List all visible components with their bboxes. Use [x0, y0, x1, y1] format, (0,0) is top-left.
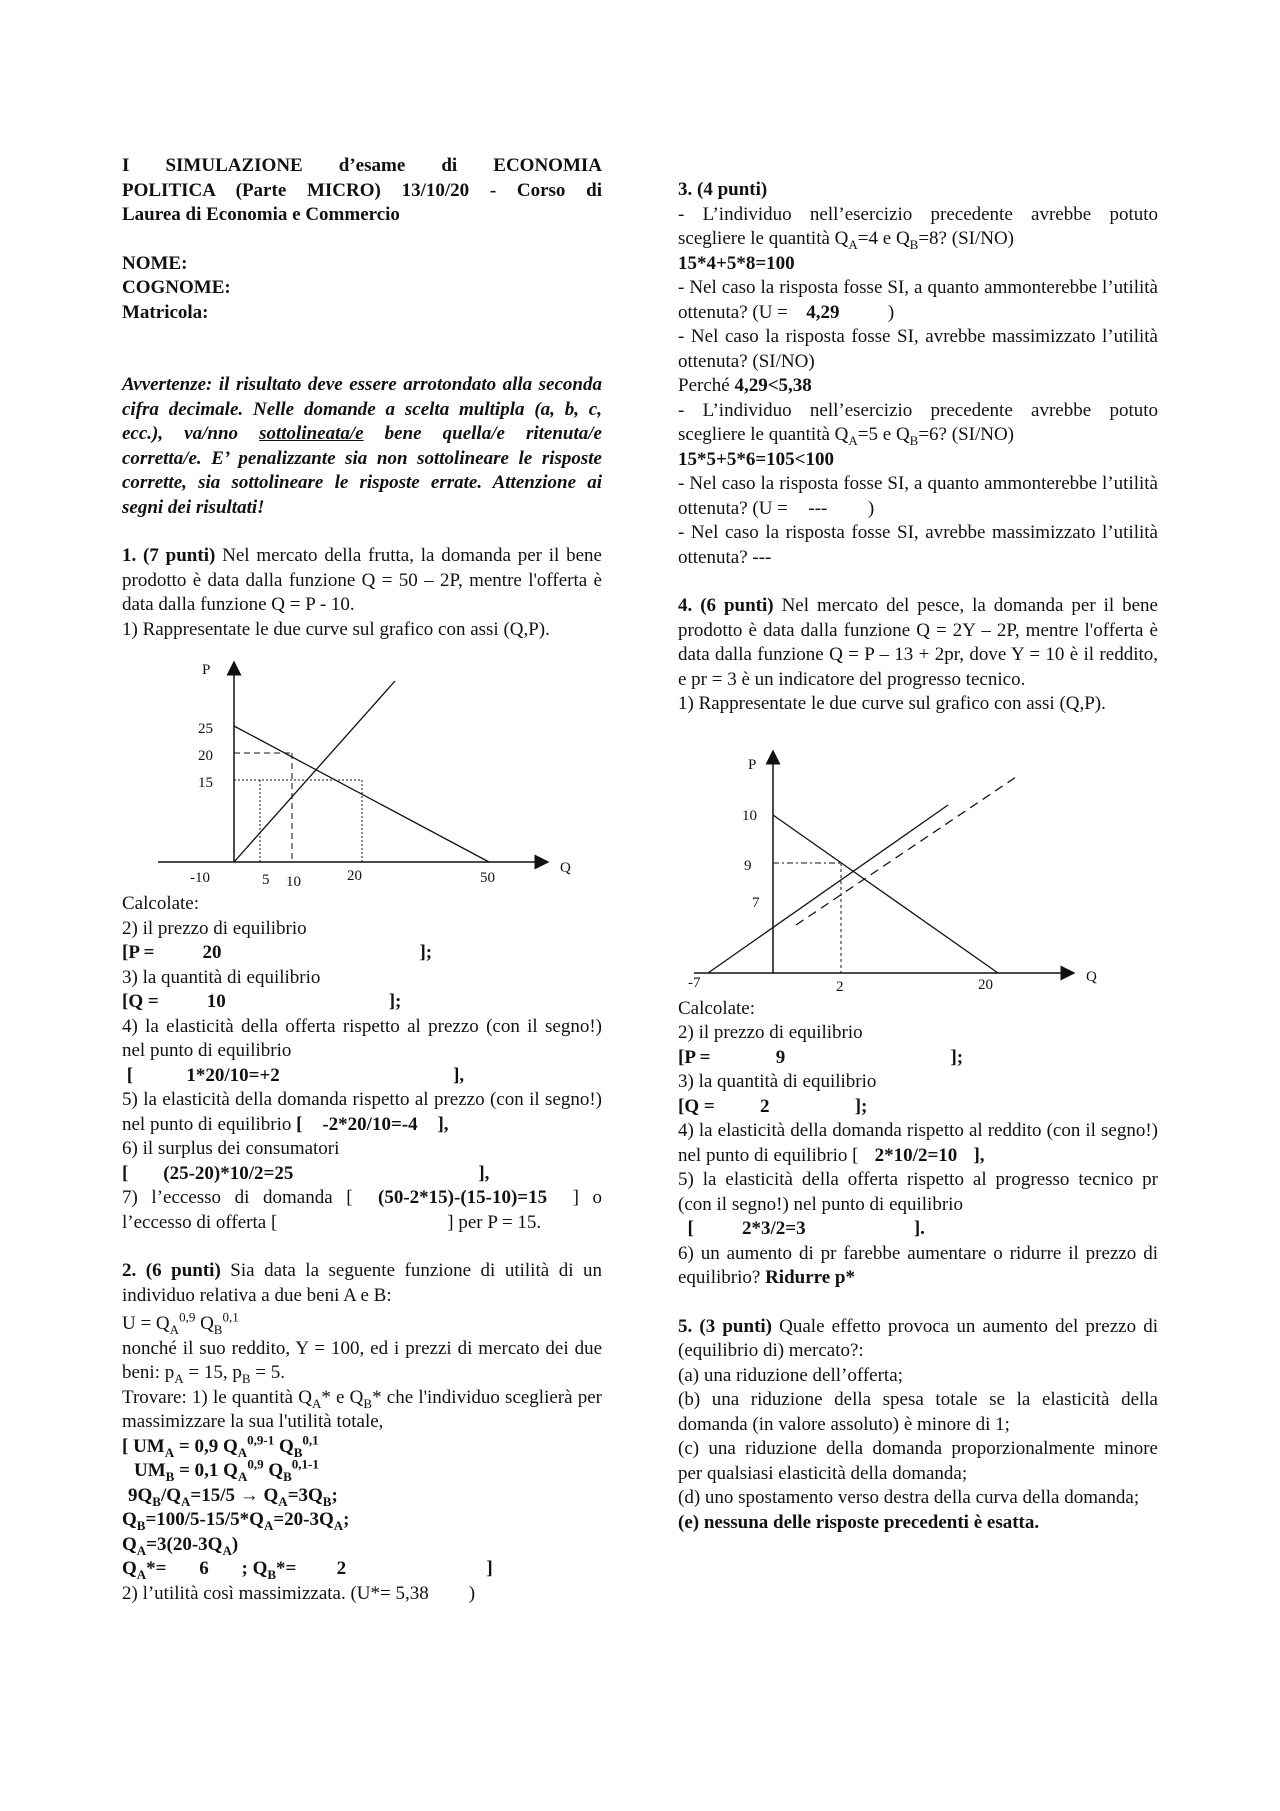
- q4-head: 4. (6 punti): [678, 595, 774, 616]
- warning-underlined: sottolineata/e: [259, 423, 364, 444]
- chart1-y-label: P: [202, 662, 211, 678]
- q2-line2: $UM_B = 0,1$ $Q_A^{0,9}$ $Q_B^{0,1-1}$: [134, 1456, 319, 1484]
- q3-b2-text: - Nel caso la risposta fosse SI, a quanto ammonterebbe l’utilità ottenuta? (U =: [678, 473, 1158, 519]
- q1-item1: 1) Rappresentate le due curve sul grafico con assi (Q,P).: [122, 618, 550, 640]
- q1-calc: Calcolate:: [122, 893, 200, 914]
- q2-line4: $Q_B=100/5-15/5*Q_A=20-3Q_A$;: [122, 1509, 350, 1533]
- q1-ans6-open: [: [122, 1162, 129, 1184]
- q1-answer6: [122, 1162, 602, 1187]
- q1-item5-text: 5) la elasticità della domanda rispetto al prezzo (con il segno!) nel punto di equilibrio: [122, 1089, 602, 1135]
- chart2-ytick-9: 9: [744, 857, 752, 874]
- q3-b3: - Nel caso la risposta fosse SI, avrebbe massimizzato l’utilità ottenuta? ---: [678, 522, 1158, 568]
- q1-body: Nel mercato della frutta, la domanda per il bene prodotto è data dalla funzione Q = 50 – 2P, mentre l'offerta è data dalla funzione Q = P - 10.: [122, 545, 602, 615]
- q3-b2-value: ---: [808, 497, 828, 519]
- q4-answer2: [678, 1046, 1158, 1071]
- q3-a2-value: 4,29: [806, 301, 840, 323]
- q1-ans4-close: ],: [453, 1064, 465, 1086]
- warning-part2: bene quella/e ritenuta/e corretta/e. E’ penalizzante sia non sottolineare le risposte corrette, sia sottolineare le risposte errate. Attenzione ai segni dei risultati!: [122, 423, 602, 518]
- q1-ans6-value: (25-20)*10/2=25: [163, 1162, 294, 1184]
- q2-income-text: nonché il suo reddito, Y = 100, ed i prezzi di mercato dei due beni: $p_A = 15$, $p_B = 5$.: [122, 1337, 602, 1386]
- title-line-1: I SIMULAZIONE d’esame di ECONOMIA: [122, 155, 602, 176]
- chart2-svg: [678, 717, 1158, 997]
- q4-answer3: [678, 1095, 1158, 1120]
- q5-option-a: (a) una riduzione dell’offerta;: [678, 1364, 903, 1386]
- q1-head: 1. (7 punti): [122, 545, 216, 566]
- chart2-supply-shifted: [796, 777, 1016, 925]
- q1-ans2-value: 20: [202, 942, 222, 963]
- q3-b2: [678, 472, 1158, 521]
- q1-ans4-open: [: [126, 1064, 134, 1086]
- q4-ans5-open: [: [687, 1218, 694, 1239]
- q1-item7: [122, 1186, 602, 1235]
- chart1: [122, 642, 602, 892]
- chart1-x-label: Q: [560, 860, 571, 876]
- q1-text: [122, 544, 602, 618]
- q2-income: [122, 1337, 602, 1386]
- q5-option-d: (d) uno spostamento verso destra della curva della domanda;: [678, 1487, 1140, 1508]
- q4-ans3-open: [Q =: [678, 1095, 715, 1117]
- q2-text: [122, 1259, 602, 1308]
- q1-ans3-open: [Q =: [122, 991, 159, 1012]
- chart1-xtick-10: 10: [286, 874, 301, 890]
- q2-item2: [122, 1582, 602, 1607]
- q4-item2: 2) il prezzo di equilibrio: [678, 1022, 863, 1043]
- q5-head: 5. (3 punti): [678, 1315, 772, 1337]
- right-column: [678, 178, 1158, 1535]
- q3-b2-close: ): [867, 497, 875, 519]
- q4-calc: Calcolate:: [678, 997, 756, 1019]
- q3-head: 3. (4 punti): [678, 179, 768, 200]
- q2-line1: [ $UM_A = 0,9$ $Q_A^{0,9-1}$ $Q_B^{0,1}$: [122, 1432, 319, 1460]
- q5-option-b: (b) una riduzione della spesa totale se la elasticità della domanda (in valore assoluto) è minore di 1;: [678, 1389, 1158, 1435]
- q4-ans4-value: 2*10/2=10: [874, 1144, 958, 1166]
- q5-option-e: (e) nessuna delle risposte precedenti è esatta.: [678, 1511, 1040, 1533]
- chart1-xtick-neg10: -10: [190, 870, 210, 886]
- chart2-x-label: Q: [1086, 968, 1097, 985]
- chart1-ytick-15: 15: [198, 775, 213, 791]
- q2-qa-value: 6: [199, 1558, 209, 1579]
- q2-line5: $Q_A=3(20-3Q_A)$: [122, 1533, 239, 1558]
- q2-close: ]: [486, 1558, 493, 1579]
- chart2-xtick-2: 2: [836, 978, 844, 995]
- cognome-label: COGNOME:: [122, 277, 231, 298]
- q4-item4: [678, 1119, 1158, 1168]
- q5-option-c: (c) una riduzione della domanda proporzionalmente minore per qualsiasi elasticità della domanda;: [678, 1438, 1158, 1484]
- q1-ans5-close: ],: [437, 1113, 449, 1135]
- matricola-label: Matricola:: [122, 301, 209, 323]
- q2-item2-text: 2) l’utilità così massimizzata. (U*= 5,38: [122, 1582, 429, 1604]
- q5-body: Quale effetto provoca un aumento del prezzo di (equilibrio di) mercato?:: [678, 1315, 1158, 1361]
- q2-utility: $U = Q_A^{0,9}$ $Q_B^{0,1}$: [122, 1309, 239, 1337]
- q1-answer2: [122, 941, 602, 966]
- chart2-supply-curve: [708, 805, 948, 973]
- q4-item4-text: 4) la elasticità della domanda rispetto al reddito (con il segno!) nel punto di equilibrio [: [678, 1120, 1158, 1166]
- q2-line3: $9Q_B/Q_A=15/5 \to Q_A=3Q_B$;: [128, 1484, 338, 1509]
- q4-item6: [678, 1242, 1158, 1291]
- q1-ans7-value: (50-2*15)-(15-10)=15: [378, 1187, 548, 1208]
- q1-ans3-value: 10: [206, 991, 226, 1012]
- q4-body: Nel mercato del pesce, la domanda per il bene prodotto è data dalla funzione Q = 2Y – 2P, mentre l'offerta è data dalla funzione Q = P – 13 + 2pr, dove Y = 10 è il reddito, e pr = 3 è un indicatore del progresso tecnico.: [678, 595, 1158, 690]
- q4-ans2-open: [P =: [678, 1046, 711, 1068]
- q4-item1: 1) Rappresentate le due curve sul grafico con assi (Q,P).: [678, 693, 1106, 714]
- q3-a3: - Nel caso la risposta fosse SI, avrebbe massimizzato l’utilità ottenuta? (SI/NO): [678, 326, 1158, 372]
- chart2-y-label: P: [748, 756, 757, 773]
- chart1-supply-curve: [234, 681, 395, 862]
- q2-head: 2. (6 punti): [122, 1260, 221, 1281]
- q4-item6-text: 6) un aumento di pr farebbe aumentare o ridurre il prezzo di equilibrio?: [678, 1242, 1158, 1288]
- q3-b1-calc: 15*5+5*6=105<100: [678, 448, 834, 470]
- chart2-ytick-7: 7: [752, 894, 760, 911]
- q4-answer5: [678, 1217, 1158, 1242]
- q1-answer4: [122, 1064, 602, 1089]
- q1-item5: [122, 1088, 602, 1137]
- q3-a2-text: - Nel caso la risposta fosse SI, a quanto ammonterebbe l’utilità ottenuta? (U =: [678, 277, 1158, 323]
- q4-ans2-value: 9: [775, 1046, 786, 1068]
- q3-a1: - L’individuo nell’esercizio precedente avrebbe potuto scegliere le quantità $Q_A=4$ e $Q_B=8$? (SI/NO): [678, 203, 1158, 252]
- chart1-ytick-25: 25: [198, 721, 213, 737]
- nome-label: NOME:: [122, 252, 188, 274]
- q3-why-value: 4,29<5,38: [734, 375, 812, 396]
- q4-ans3-value: 2: [759, 1095, 770, 1117]
- q1-item3: 3) la quantità di equilibrio: [122, 966, 321, 988]
- chart1-svg: [122, 642, 602, 892]
- chart1-xtick-50: 50: [480, 870, 495, 886]
- q1-item7c: ] per P = 15.: [447, 1211, 542, 1233]
- q1-ans6-close: ],: [478, 1162, 490, 1184]
- left-column: [122, 154, 602, 1606]
- q1-ans4-value: 1*20/10=+2: [186, 1064, 280, 1086]
- q2-body: Sia data la seguente funzione di utilità di un individuo relativa a due beni A e B:: [122, 1260, 603, 1306]
- q4-item5: 5) la elasticità della offerta rispetto al progresso tecnico pr (con il segno!) nel punto di equilibrio: [678, 1169, 1158, 1215]
- q2-qb-value: 2: [336, 1558, 347, 1579]
- q2-item2-close: ): [468, 1582, 476, 1604]
- q3-a1-calc: 15*4+5*8=100: [678, 252, 795, 274]
- q3-a2: [678, 276, 1158, 325]
- q4-ans2-close: ];: [950, 1046, 964, 1068]
- q2-find: Trovare: 1) le quantità $Q_A*$ e $Q_B*$ che l'individuo sceglierà per massimizzare la sua l'utilità totale,: [122, 1386, 603, 1432]
- q3-a2-close: ): [887, 301, 895, 323]
- q1-answer3: [122, 990, 602, 1015]
- q4-ans5-value: 2*3/2=3: [742, 1218, 806, 1239]
- chart1-xtick-20: 20: [347, 868, 362, 884]
- q4-ans3-close: ];: [854, 1095, 868, 1117]
- q1-ans3-close: ];: [388, 991, 402, 1012]
- q1-item4: 4) la elasticità della offerta rispetto al prezzo (con il segno!) nel punto di equilibrio: [122, 1015, 602, 1061]
- warning-text: [122, 373, 602, 520]
- q4-ans4-close: ],: [973, 1144, 985, 1166]
- chart2-ytick-10: 10: [742, 807, 757, 824]
- q1-ans5-open: [: [296, 1113, 303, 1135]
- title-line-3: Laurea di Economia e Commercio: [122, 204, 400, 225]
- q5-text: [678, 1315, 1158, 1364]
- q1-item6: 6) il surplus dei consumatori: [122, 1138, 340, 1159]
- exam-title: [122, 154, 602, 228]
- q2-qb-label: ; $Q_B*=$: [241, 1558, 297, 1582]
- title-line-2: POLITICA (Parte MICRO) 13/10/20 - Corso di: [122, 179, 602, 201]
- q1-ans2-close: ];: [419, 942, 433, 963]
- warning-part1: Avvertenze: il risultato deve essere arrotondato alla seconda cifra decimale. Nelle domande a scelta multipla (a, b, c, ecc.), va/nno: [122, 374, 602, 444]
- q4-text: [678, 594, 1158, 692]
- q1-item7a: 7) l’eccesso di domanda [: [122, 1187, 353, 1208]
- q3-a3-why: [678, 374, 1158, 399]
- q3-b1: - L’individuo nell’esercizio precedente avrebbe potuto scegliere le quantità $Q_A=5$ e $Q_B=6$? (SI/NO): [678, 399, 1158, 448]
- q4-ans5-close: ].: [913, 1218, 925, 1239]
- q1-item7b: ] o l’eccesso di offerta [: [122, 1187, 602, 1233]
- q1-ans5-value: -2*20/10=-4: [322, 1113, 418, 1135]
- q4-item3: 3) la quantità di equilibrio: [678, 1071, 877, 1092]
- chart2-xtick-neg7: -7: [688, 974, 701, 991]
- q4-ans6-value: Ridurre p*: [765, 1267, 855, 1288]
- chart1-xtick-5: 5: [262, 872, 270, 888]
- q2-qa-label: $Q_A*=$: [122, 1558, 167, 1582]
- q3-why-label: Perché: [678, 375, 730, 396]
- q2-result: [122, 1557, 602, 1582]
- chart2-demand-curve: [773, 815, 998, 973]
- q1-item2: 2) il prezzo di equilibrio: [122, 917, 307, 939]
- chart1-ytick-20: 20: [198, 748, 213, 764]
- chart2-xtick-20: 20: [978, 976, 993, 993]
- chart2: [678, 717, 1158, 997]
- q1-ans2-open: [P =: [122, 942, 155, 963]
